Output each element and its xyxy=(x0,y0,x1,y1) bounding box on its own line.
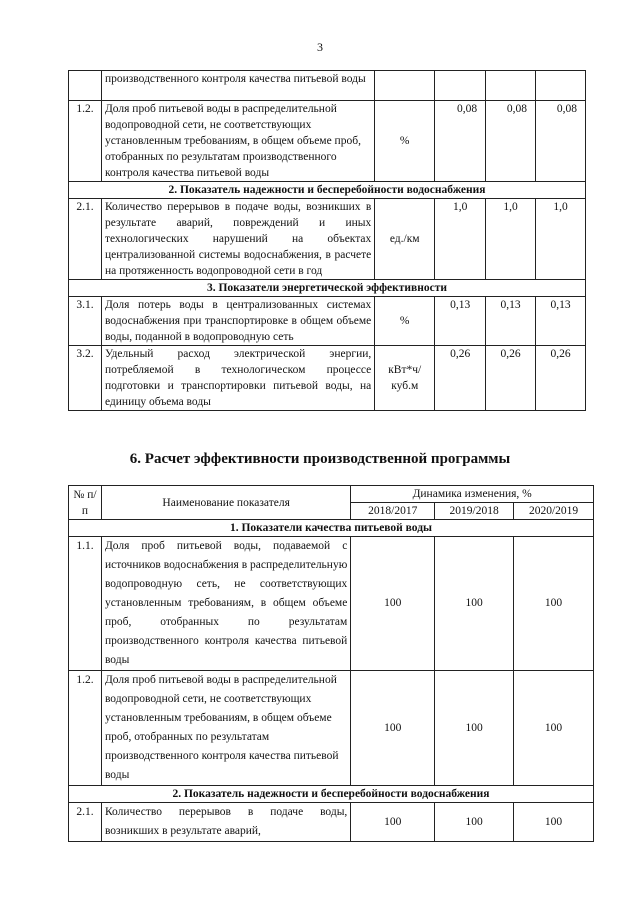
value-2018: 100 xyxy=(351,537,435,671)
efficiency-table xyxy=(68,485,594,842)
row-unit: ед./км xyxy=(375,199,435,280)
row-number: 1.2. xyxy=(69,101,102,182)
row-unit: % xyxy=(375,297,435,346)
row-text: Количество перерывов в подаче воды, возникших в результате аварий, повреждений и иных технологических нарушений на объектах централизованной системы водоснабжения, в расчете на протяженность водопроводной сети в год xyxy=(101,199,374,280)
table-row xyxy=(69,537,594,671)
row-text: Доля проб питьевой воды в распределительной водопроводной сети, не соответствующих установленным требованиям, в общем объеме проб, отобранных по результатам производственного контроля качества питьевой воды xyxy=(101,101,374,182)
value-2019: 100 xyxy=(435,803,514,842)
value-2019: 100 xyxy=(435,671,514,786)
value-2018: 0,26 xyxy=(435,346,486,411)
section-row xyxy=(69,520,594,537)
table-row xyxy=(69,803,594,842)
section-title: 6. Расчет эффективности производственной программы xyxy=(129,451,511,467)
header-dynamics: Динамика изменения, % xyxy=(351,486,594,503)
header-year-3: 2020/2019 xyxy=(514,503,594,520)
value-2019: 0,08 xyxy=(486,101,536,182)
table-row xyxy=(69,199,586,280)
page-number: 3 xyxy=(317,40,323,54)
section-heading: 2. Показатель надежности и бесперебойности водоснабжения xyxy=(69,182,586,199)
row-unit: кВт*ч/куб.м xyxy=(375,346,435,411)
row-number: 1.1. xyxy=(69,537,102,671)
section-row xyxy=(69,280,586,297)
row-text: Количество перерывов в подаче воды, возникших в результате аварий, xyxy=(101,803,350,842)
row-text: Доля проб питьевой воды в распределительной водопроводной сети, не соответствующих установленным требованиям, в общем объеме проб, отобранных по результатам производственного контроля качества питьевой воды xyxy=(101,671,350,786)
row-number: 3.2. xyxy=(69,346,102,411)
value-2018: 0,13 xyxy=(435,297,486,346)
value-2018: 100 xyxy=(351,803,435,842)
value-2018: 0,08 xyxy=(435,101,486,182)
value-2020: 100 xyxy=(514,671,594,786)
header-name: Наименование показателя xyxy=(101,486,350,520)
row-text: производственного контроля качества питьевой воды xyxy=(101,71,374,101)
header-year-1: 2018/2017 xyxy=(351,503,435,520)
header-row xyxy=(69,486,594,503)
table-row xyxy=(69,101,586,182)
value-2020: 0,13 xyxy=(536,297,586,346)
indicators-table xyxy=(68,70,586,411)
section-row xyxy=(69,786,594,803)
value-2020: 0,26 xyxy=(536,346,586,411)
value-2019: 0,13 xyxy=(486,297,536,346)
section-heading: 1. Показатели качества питьевой воды xyxy=(69,520,594,537)
header-number: № п/п xyxy=(69,486,102,520)
value-2019: 0,26 xyxy=(486,346,536,411)
section-heading: 2. Показатель надежности и бесперебойности водоснабжения xyxy=(69,786,594,803)
header-year-2: 2019/2018 xyxy=(435,503,514,520)
row-text: Доля потерь воды в централизованных системах водоснабжения при транспортировке в общем объеме воды, поданной в водопроводную сеть xyxy=(101,297,374,346)
row-number: 3.1. xyxy=(69,297,102,346)
table-row xyxy=(69,671,594,786)
value-2020: 0,08 xyxy=(536,101,586,182)
row-unit: % xyxy=(375,101,435,182)
row-number: 2.1. xyxy=(69,199,102,280)
value-2020: 100 xyxy=(514,803,594,842)
value-2020: 100 xyxy=(514,537,594,671)
value-2020: 1,0 xyxy=(536,199,586,280)
value-2019: 1,0 xyxy=(486,199,536,280)
value-2019: 100 xyxy=(435,537,514,671)
table-row xyxy=(69,297,586,346)
value-2018: 1,0 xyxy=(435,199,486,280)
section-heading: 3. Показатели энергетической эффективности xyxy=(69,280,586,297)
row-number: 1.2. xyxy=(69,671,102,786)
section-row xyxy=(69,182,586,199)
row-text: Доля проб питьевой воды, подаваемой с источников водоснабжения в распределительную водопроводную сеть, не соответствующих установленным требованиям, в общем объеме проб, отобранных по результатам производственного контроля качества питьевой воды xyxy=(101,537,350,671)
table-row xyxy=(69,71,586,101)
row-number: 2.1. xyxy=(69,803,102,842)
value-2018: 100 xyxy=(351,671,435,786)
row-text: Удельный расход электрической энергии, потребляемой в технологическом процессе подготовки и транспортировки питьевой воды, на единицу объема воды xyxy=(101,346,374,411)
table-row xyxy=(69,346,586,411)
